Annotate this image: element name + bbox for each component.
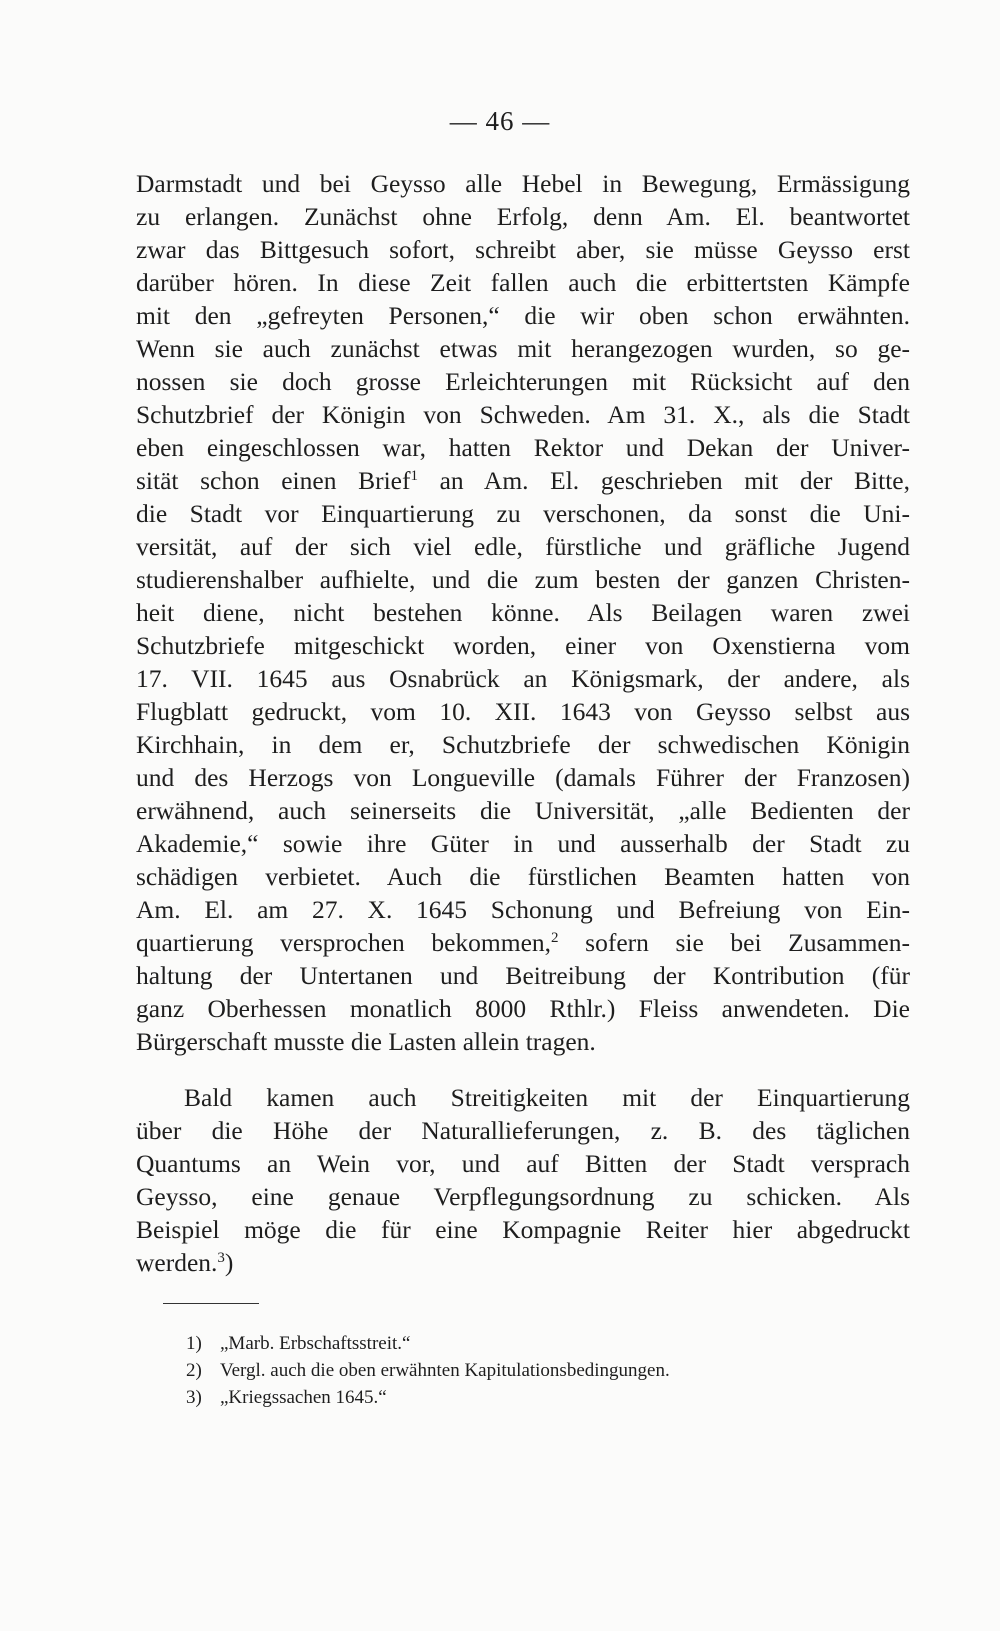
footnote-text: „Marb. Erbschaftsstreit.“ bbox=[220, 1333, 411, 1354]
text-segment: werden. bbox=[136, 1248, 218, 1277]
text-line: Schutzbriefe mitgeschickt worden, einer von Oxenstierna vom bbox=[136, 631, 910, 660]
text-line: Kirchhain, in dem er, Schutzbriefe der schwedischen Königin bbox=[136, 730, 910, 759]
text-line: und des Herzogs von Longueville (damals Führer der Franzosen) bbox=[136, 763, 910, 792]
text-line bbox=[136, 1246, 910, 1279]
text-line: Wenn sie auch zunächst etwas mit herangezogen wurden, so ge- bbox=[136, 334, 910, 363]
footnote-number: 3) bbox=[186, 1387, 202, 1408]
text-line: Schutzbrief der Königin von Schweden. Am 31. X., als die Stadt bbox=[136, 400, 910, 429]
text-line: nossen sie doch grosse Erleichterungen mit Rücksicht auf den bbox=[136, 367, 910, 396]
text-line: zu erlangen. Zunächst ohne Erfolg, denn Am. El. beantwortet bbox=[136, 202, 910, 231]
footnotes bbox=[186, 1330, 866, 1411]
text-line: erwähnend, auch seinerseits die Universität, „alle Bedienten der bbox=[136, 796, 910, 825]
footnote-ref-3: 3 bbox=[217, 1250, 225, 1266]
text-line: Bürgerschaft musste die Lasten allein tragen. bbox=[136, 1027, 596, 1056]
text-line: über die Höhe der Naturallieferungen, z. B. des täglichen bbox=[136, 1116, 910, 1145]
footnote-text: „Kriegssachen 1645.“ bbox=[220, 1387, 387, 1408]
footnote-number: 2) bbox=[186, 1360, 202, 1381]
footnote-2 bbox=[186, 1357, 866, 1384]
text-line: Am. El. am 27. X. 1645 Schonung und Befreiung von Ein- bbox=[136, 895, 910, 924]
footnote-1 bbox=[186, 1330, 866, 1357]
paragraph-1 bbox=[136, 167, 910, 1058]
text-line: Bald kamen auch Streitigkeiten mit der Einquartierung bbox=[184, 1083, 910, 1112]
text-segment: quartierung versprochen bekommen, bbox=[136, 928, 552, 957]
text-line: Geysso, eine genaue Verpflegungsordnung zu schicken. Als bbox=[136, 1182, 910, 1211]
text-line: darüber hören. In diese Zeit fallen auch die erbittertsten Kämpfe bbox=[136, 268, 910, 297]
text-line: Akademie,“ sowie ihre Güter in und ausserhalb der Stadt zu bbox=[136, 829, 910, 858]
text-line bbox=[136, 464, 910, 497]
text-line bbox=[136, 926, 910, 959]
text-line: heit diene, nicht bestehen könne. Als Beilagen waren zwei bbox=[136, 598, 910, 627]
text-line: studierenshalber aufhielte, und die zum besten der ganzen Christen- bbox=[136, 565, 910, 594]
footnote-divider bbox=[163, 1303, 259, 1304]
text-line: ganz Oberhessen monatlich 8000 Rthlr.) Fleiss anwendeten. Die bbox=[136, 994, 910, 1023]
paragraph-2 bbox=[136, 1081, 910, 1279]
text-segment: sität schon einen Brief bbox=[136, 466, 411, 495]
text-line: zwar das Bittgesuch sofort, schreibt aber, sie müsse Geysso erst bbox=[136, 235, 910, 264]
text-segment: ) bbox=[224, 1248, 234, 1277]
text-line: Flugblatt gedruckt, vom 10. XII. 1643 von Geysso selbst aus bbox=[136, 697, 910, 726]
text-line: die Stadt vor Einquartierung zu verschonen, da sonst die Uni- bbox=[136, 499, 910, 528]
footnote-number: 1) bbox=[186, 1333, 202, 1354]
text-line: mit den „gefreyten Personen,“ die wir oben schon erwähnten. bbox=[136, 301, 910, 330]
page-number: — 46 — bbox=[449, 106, 551, 136]
text-segment: sofern sie bei Zusammen- bbox=[558, 928, 910, 957]
text-line: versität, auf der sich viel edle, fürstliche und gräfliche Jugend bbox=[136, 532, 910, 561]
text-line: Beispiel möge die für eine Kompagnie Reiter hier abgedruckt bbox=[136, 1215, 910, 1244]
text-line: 17. VII. 1645 aus Osnabrück an Königsmark, der andere, als bbox=[136, 664, 910, 693]
text-line: Darmstadt und bei Geysso alle Hebel in Bewegung, Ermässigung bbox=[136, 169, 910, 198]
text-segment: an Am. El. geschrieben mit der Bitte, bbox=[417, 466, 910, 495]
text-line: haltung der Untertanen und Beitreibung der Kontribution (für bbox=[136, 961, 910, 990]
text-line: eben eingeschlossen war, hatten Rektor und Dekan der Univer- bbox=[136, 433, 910, 462]
footnote-3 bbox=[186, 1384, 866, 1411]
text-line: Quantums an Wein vor, und auf Bitten der Stadt versprach bbox=[136, 1149, 910, 1178]
text-line: schädigen verbietet. Auch die fürstlichen Beamten hatten von bbox=[136, 862, 910, 891]
footnote-text: Vergl. auch die oben erwähnten Kapitulationsbedingungen. bbox=[220, 1360, 670, 1381]
footnote-ref-2: 2 bbox=[551, 930, 559, 946]
footnote-ref-1: 1 bbox=[410, 468, 418, 484]
